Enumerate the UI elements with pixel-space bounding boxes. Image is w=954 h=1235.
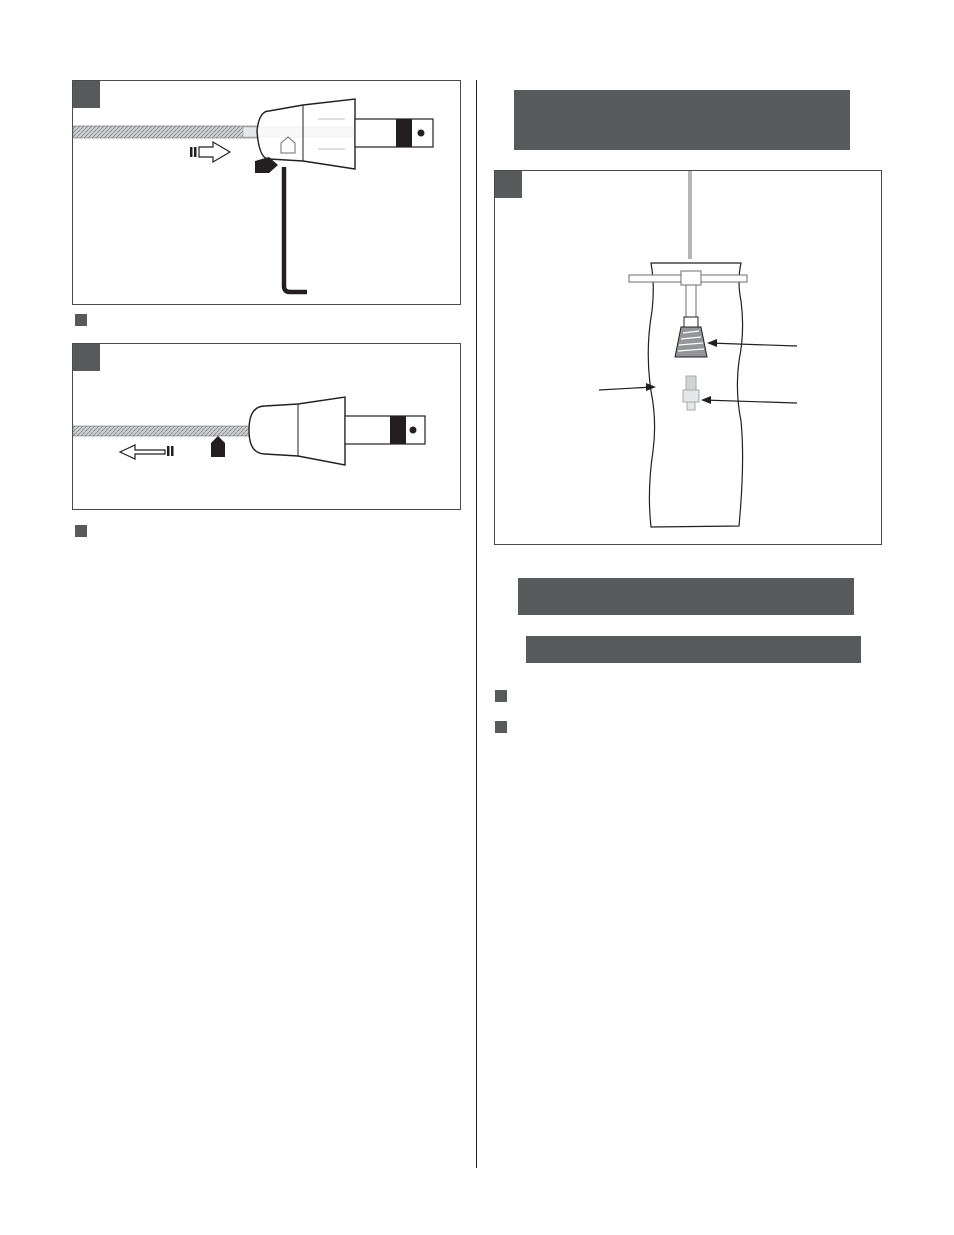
hex-key-icon xyxy=(284,167,307,292)
figure-cable-pull xyxy=(72,343,461,510)
column-divider xyxy=(476,80,477,1168)
bullet-step-1 xyxy=(495,690,507,702)
push-arrow-icon xyxy=(190,142,230,162)
pointer-arrow-icon xyxy=(211,436,225,457)
section-header-banner xyxy=(514,90,850,150)
step-badge-figure-b xyxy=(73,344,100,371)
bullet-figure-b-caption xyxy=(75,525,87,537)
pointer-arrow-icon xyxy=(599,383,656,391)
bulb xyxy=(675,327,707,357)
figure-shade-cleaning xyxy=(494,170,882,545)
canopy-hub xyxy=(249,397,345,465)
figure-cable-insert-drawing xyxy=(73,81,462,306)
braided-cable xyxy=(73,426,258,436)
figure-cable-pull-drawing xyxy=(73,344,462,511)
bullet-step-2 xyxy=(495,721,507,733)
figure-cable-insert xyxy=(72,80,461,305)
sub-subsection-header-banner xyxy=(526,636,861,663)
bullet-figure-a-caption xyxy=(75,314,87,326)
subsection-header-banner xyxy=(518,578,854,615)
figure-shade-drawing xyxy=(495,171,883,546)
step-badge-figure-a xyxy=(73,81,100,108)
canopy-hub xyxy=(257,99,355,169)
step-badge-figure-c xyxy=(495,171,522,198)
pull-arrow-icon xyxy=(120,445,174,459)
braided-cable xyxy=(73,126,258,138)
